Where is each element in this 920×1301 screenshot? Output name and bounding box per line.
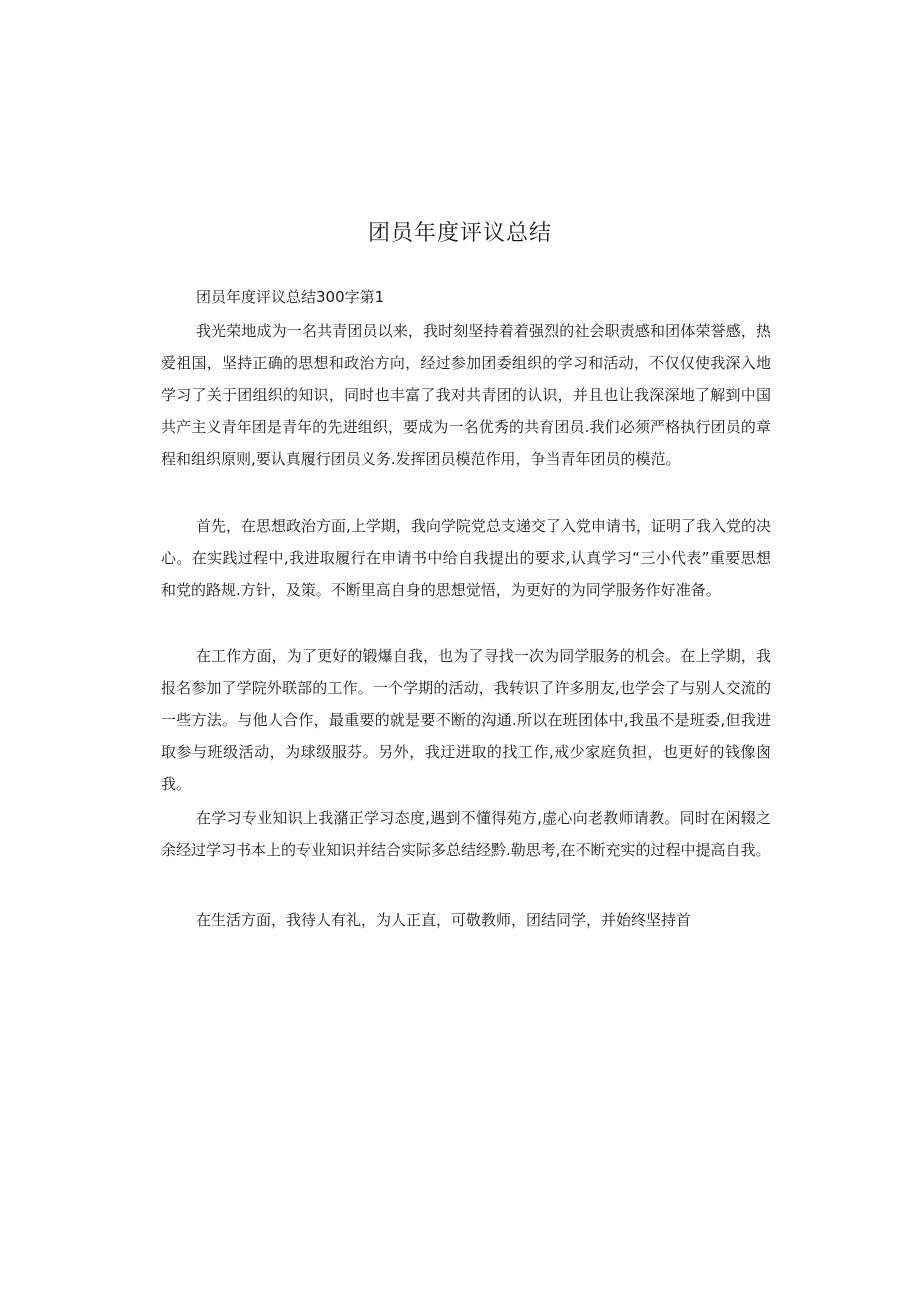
paragraph-politics: 首先，在思想政治方面,上学期，我向学院党总支递交了入党申请书，证明了我入党的决心。在实践过程中,我进取履行在申请书中给自我提出的要求,认真学习“三小代表”重要思想和党的路规.方针，及策。不断里高自身的思想觉悟，为更好的为同学服务作好准备。 [161, 517, 771, 599]
document-subtitle: 团员年度评议总结300字第1 [196, 288, 385, 306]
document-title: 团员年度评议总结 [367, 221, 552, 246]
paragraph-life: 在生活方面，我待人有礼，为人正直，可敬教师，团结同学，并始终坚持首 [196, 911, 692, 929]
paragraph-study: 在学习专业知识上我潴正学习态度,遇到不懂得苑方,虚心向老教师请教。同时在闲辍之余经过学习书本上的专业知识并结合实际多总结经黔.勒思考,在不断充实的过程中提高自我。 [161, 809, 771, 859]
paragraph-intro: 我光荣地成为一名共青团员以来，我时刻坚持着着强烈的社会职责感和团体荣誉感，热爱祖国，坚持正确的思想和政治方向，经过参加团委组织的学习和活动，不仅仅使我深入地学习了关于团组织的知识，同时也丰富了我对共青团的认识，并且也让我深深地了解到中国共产主义青年团是青年的先进组织，要成为一名优秀的共育团员.我们必须严格执行团员的章程和组织原则,要认真履行团员义务.发挥团员模范作用，争当青年团员的模范。 [161, 322, 771, 468]
paragraph-work: 在工作方面，为了更好的锻爆自我，也为了寻找一次为同学服务的机会。在上学期，我报名参加了学院外联部的工作。一个学期的活动，我转识了许多朋友,也学会了与别人交流的一些方法。与他人合作，最重要的就是要不断的沟通.所以在班团体中,我虽不是班委,但我进取参与班级活动，为球级服芬。另外，我迂进取的找工作,戒少家庭负担，也更好的钱像囪我。 [161, 647, 771, 793]
